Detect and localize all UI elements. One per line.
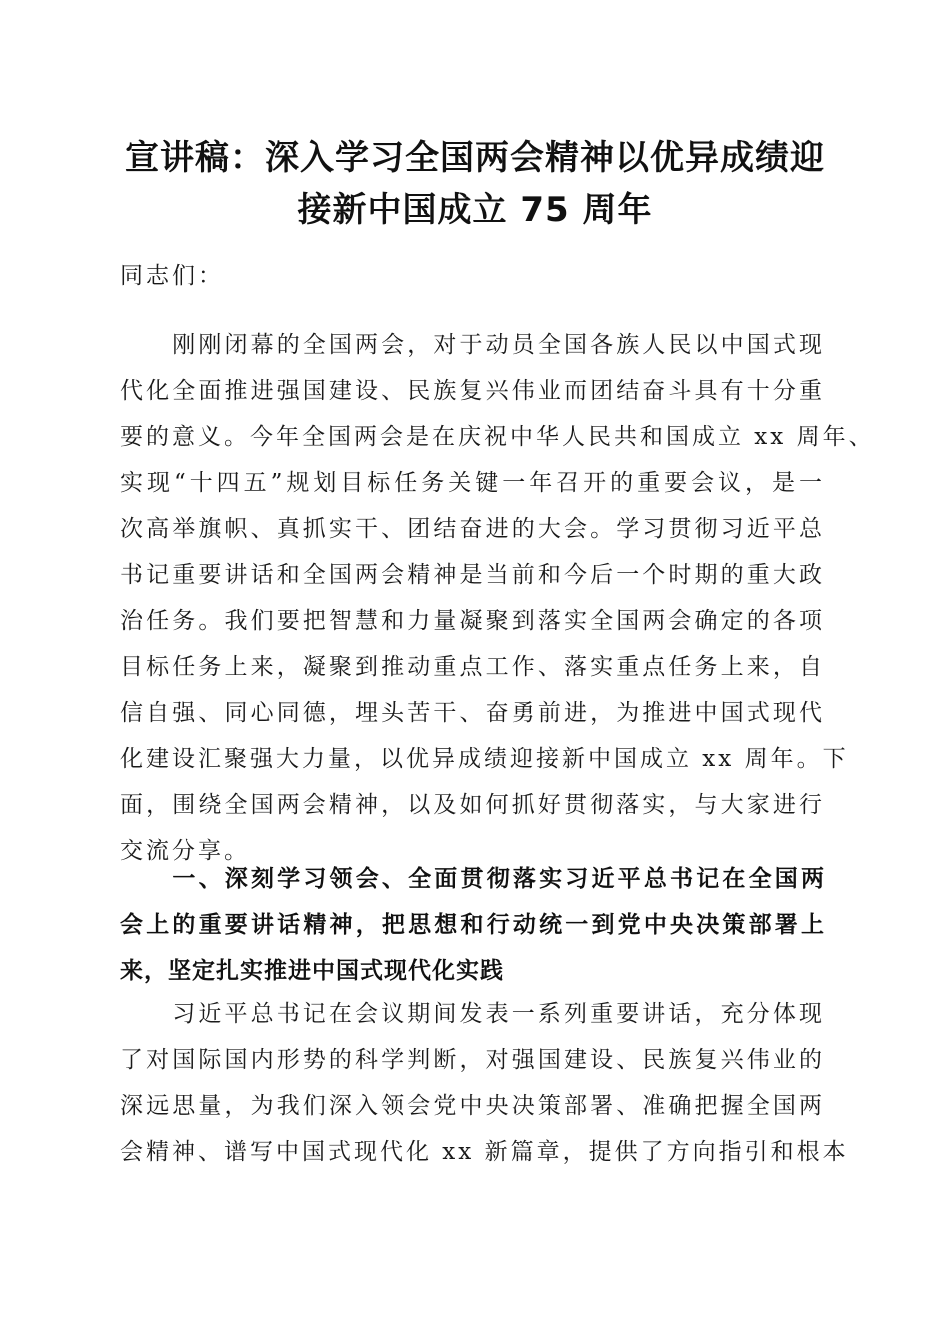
- paragraph-line: 要的意义。今年全国两会是在庆祝中华人民共和国成立 xx 周年、: [120, 424, 875, 450]
- salutation-text: 同志们：: [120, 263, 224, 289]
- paragraph-line: 治任务。我们要把智慧和力量凝聚到落实全国两会确定的各项: [120, 608, 825, 634]
- paragraph-line: 刚刚闭幕的全国两会，对于动员全国各族人民以中国式现: [120, 332, 825, 358]
- heading-line: 来，坚定扎实推进中国式现代化实践: [120, 958, 504, 984]
- paragraph-line: 了对国际国内形势的科学判断，对强国建设、民族复兴伟业的: [120, 1047, 825, 1073]
- paragraph-section-1: [120, 991, 849, 1175]
- paragraph-line: 习近平总书记在会议期间发表一系列重要讲话，充分体现: [120, 1001, 825, 1027]
- paragraph-line: 书记重要讲话和全国两会精神是当前和今后一个时期的重大政: [120, 562, 825, 588]
- heading-line: 一、深刻学习领会、全面贯彻落实习近平总书记在全国两: [120, 866, 825, 892]
- paragraph-line: 面，围绕全国两会精神，以及如何抓好贯彻落实，与大家进行: [120, 792, 825, 818]
- paragraph-line: 信自强、同心同德，埋头苦干、奋勇前进，为推进中国式现代: [120, 700, 825, 726]
- title-line: 宣讲稿：深入学习全国两会精神以优异成绩迎: [125, 138, 825, 178]
- salutation: [120, 253, 825, 299]
- paragraph-line: 深远思量，为我们深入领会党中央决策部署、准确把握全国两: [120, 1093, 825, 1119]
- heading-line: 会上的重要讲话精神，把思想和行动统一到党中央决策部署上: [120, 912, 825, 938]
- document-title: [100, 132, 850, 236]
- paragraph-line: 次高举旗帜、真抓实干、团结奋进的大会。学习贯彻习近平总: [120, 516, 825, 542]
- paragraph-line: 实现“十四五”规划目标任务关键一年召开的重要会议，是一: [120, 470, 825, 496]
- paragraph-line: 目标任务上来，凝聚到推动重点工作、落实重点任务上来，自: [120, 654, 825, 680]
- section-heading-1: [120, 856, 825, 994]
- paragraph-line: 化建设汇聚强大力量，以优异成绩迎接新中国成立 xx 周年。下: [120, 746, 849, 772]
- paragraph-intro: [120, 322, 875, 874]
- paragraph-line: 会精神、谱写中国式现代化 xx 新篇章，提供了方向指引和根本: [120, 1139, 849, 1165]
- title-line: 接新中国成立 75 周年: [297, 190, 653, 230]
- paragraph-line: 交流分享。: [120, 838, 250, 864]
- paragraph-line: 代化全面推进强国建设、民族复兴伟业而团结奋斗具有十分重: [120, 378, 825, 404]
